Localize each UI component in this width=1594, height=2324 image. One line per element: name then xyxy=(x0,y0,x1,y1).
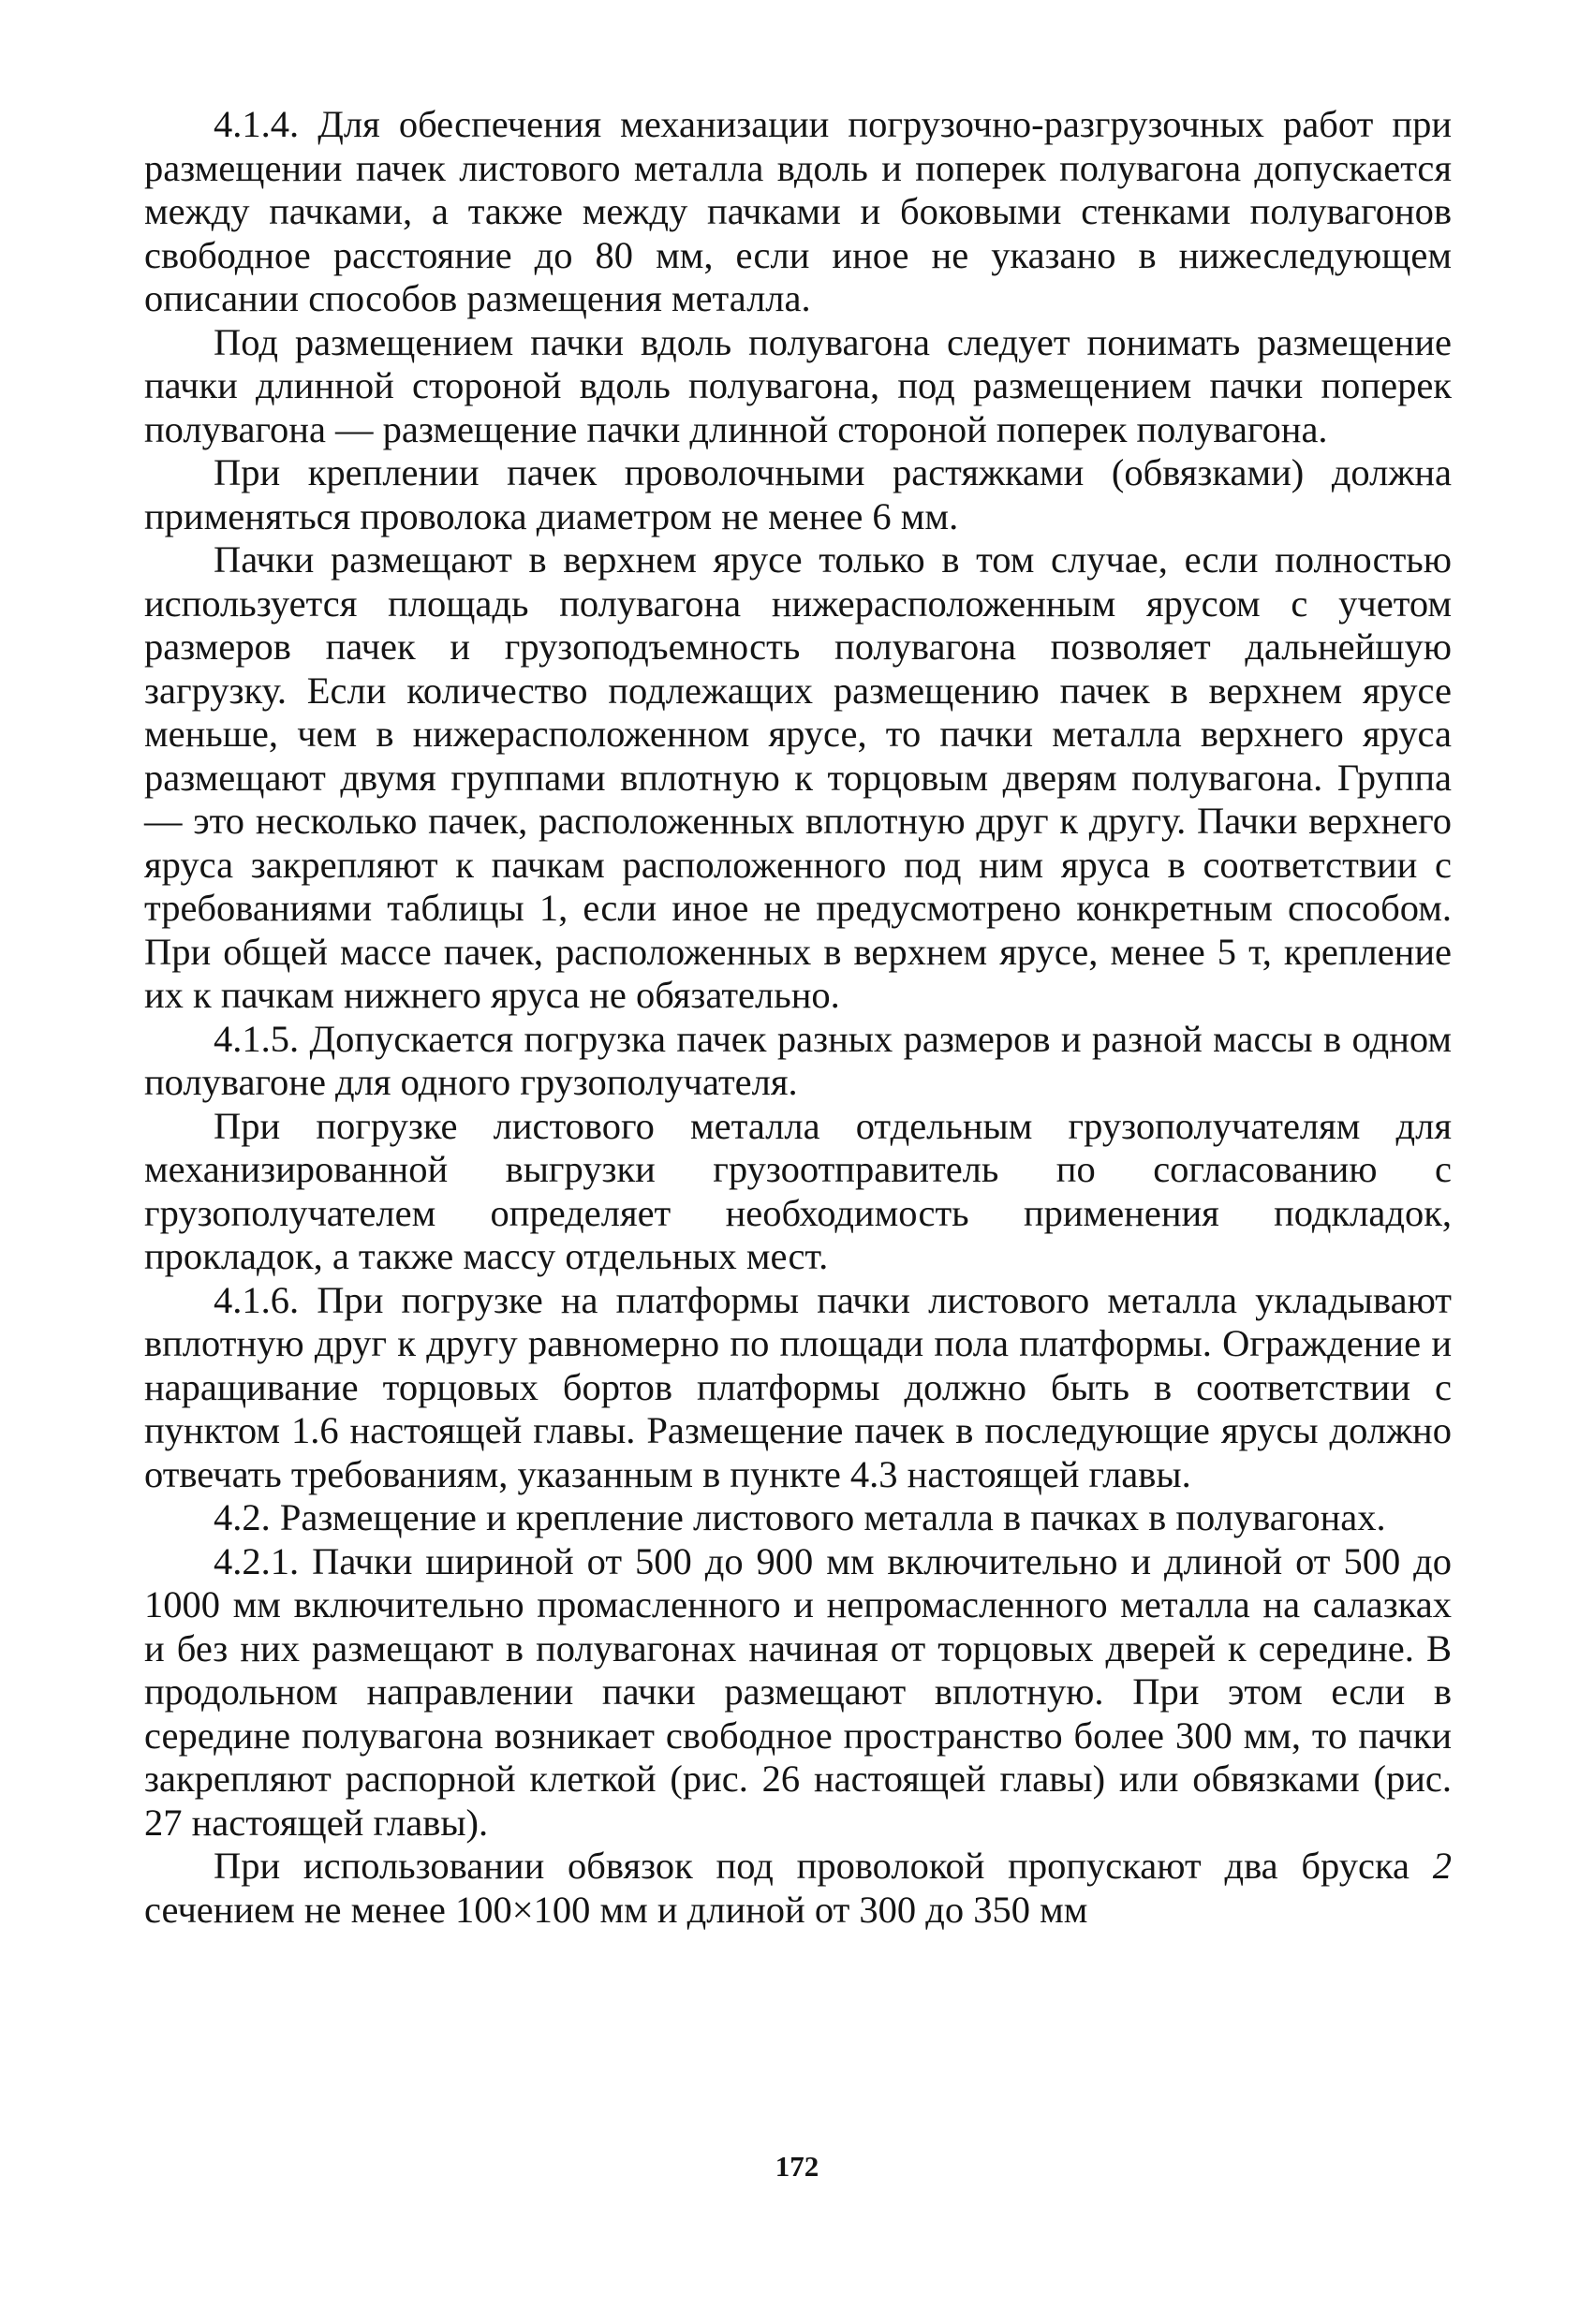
binding-bars-text-end: сечением не менее 100×100 мм и длиной от 300 до 350 мм xyxy=(144,1888,1088,1931)
paragraph-4-1-4: 4.1.4. Для обеспечения механизации погрузочно-разгрузочных работ при размещении пачек листового металла вдоль и поперек полувагона допускается между пачками, а также между пачками и боковыми стенками полувагонов свободное расстояние до 80 мм, если иное не указано в нижеследующем описании способов размещения металла. xyxy=(144,103,1452,319)
paragraph-4-1-5: 4.1.5. Допускается погрузка пачек разных размеров и разной массы в одном полувагоне для одного грузополучателя. xyxy=(144,1017,1452,1103)
binding-bars-text-start: При использовании обвязок под проволокой пропускают два бруска xyxy=(214,1845,1433,1887)
bar-reference-number: 2 xyxy=(1432,1845,1452,1887)
paragraph-4-1-6: 4.1.6. При погрузке на платформы пачки листового металла укладывают вплотную друг к другу равномерно по площади пола платформы. Ограждение и наращивание торцовых бортов платформы должно быть в соответствии с пунктом 1.6 настоящей главы. Размещение пачек в последующие ярусы должно отвечать требованиям, указанным в пункте 4.3 настоящей главы. xyxy=(144,1278,1452,1495)
document-page xyxy=(144,103,1452,1932)
paragraph-mechanized-unloading: При погрузке листового металла отдельным грузополучателям для механизированной выгрузки грузоотправитель по согласованию с грузополучателем определяет необходимость применения подкладок, прокладок, а также массу отдельных мест. xyxy=(144,1104,1452,1277)
page-number: 172 xyxy=(775,2150,819,2183)
paragraph-upper-tier: Пачки размещают в верхнем ярусе только в том случае, если полностью используется площадь полувагона нижерасположенным ярусом с учетом размеров пачек и грузоподъемность полувагона позволяет дальнейшую загрузку. Если количество подлежащих размещению пачек в верхнем ярусе меньше, чем в нижерасположенном ярусе, то пачки металла верхнего яруса размещают двумя группами вплотную к торцовым дверям полувагона. Группа — это несколько пачек, расположенных вплотную друг к другу. Пачки верхнего яруса закрепляют к пачкам расположенного под ним яруса в соответствии с требованиями таблицы 1, если иное не предусмотрено конкретным способом. При общей массе пачек, расположенных в верхнем ярусе, менее 5 т, крепление их к пачкам нижнего яруса не обязательно. xyxy=(144,538,1452,1016)
paragraph-4-2-1: 4.2.1. Пачки шириной от 500 до 900 мм включительно и длиной от 500 до 1000 мм включительно промасленного и непромасленного металла на салазках и без них размещают в полувагонах начиная от торцовых дверей к середине. В продольном направлении пачки размещают вплотную. При этом если в середине полувагона возникает свободное пространство более 300 мм, то пачки закрепляют распорной клеткой (рис. 26 настоящей главы) или обвязками (рис. 27 настоящей главы). xyxy=(144,1539,1452,1844)
paragraph-4-2-heading: 4.2. Размещение и крепление листового металла в пачках в полувагонах. xyxy=(214,1496,1386,1538)
paragraph-binding-bars xyxy=(144,1845,1452,1932)
paragraph-definition: Под размещением пачки вдоль полувагона следует понимать размещение пачки длинной стороной вдоль полувагона, под размещением пачки поперек полувагона — размещение пачки длинной стороной поперек полувагона. xyxy=(144,320,1452,450)
paragraph-wire-fastening: При креплении пачек проволочными растяжками (обвязками) должна применяться проволока диаметром не менее 6 мм. xyxy=(144,451,1452,537)
